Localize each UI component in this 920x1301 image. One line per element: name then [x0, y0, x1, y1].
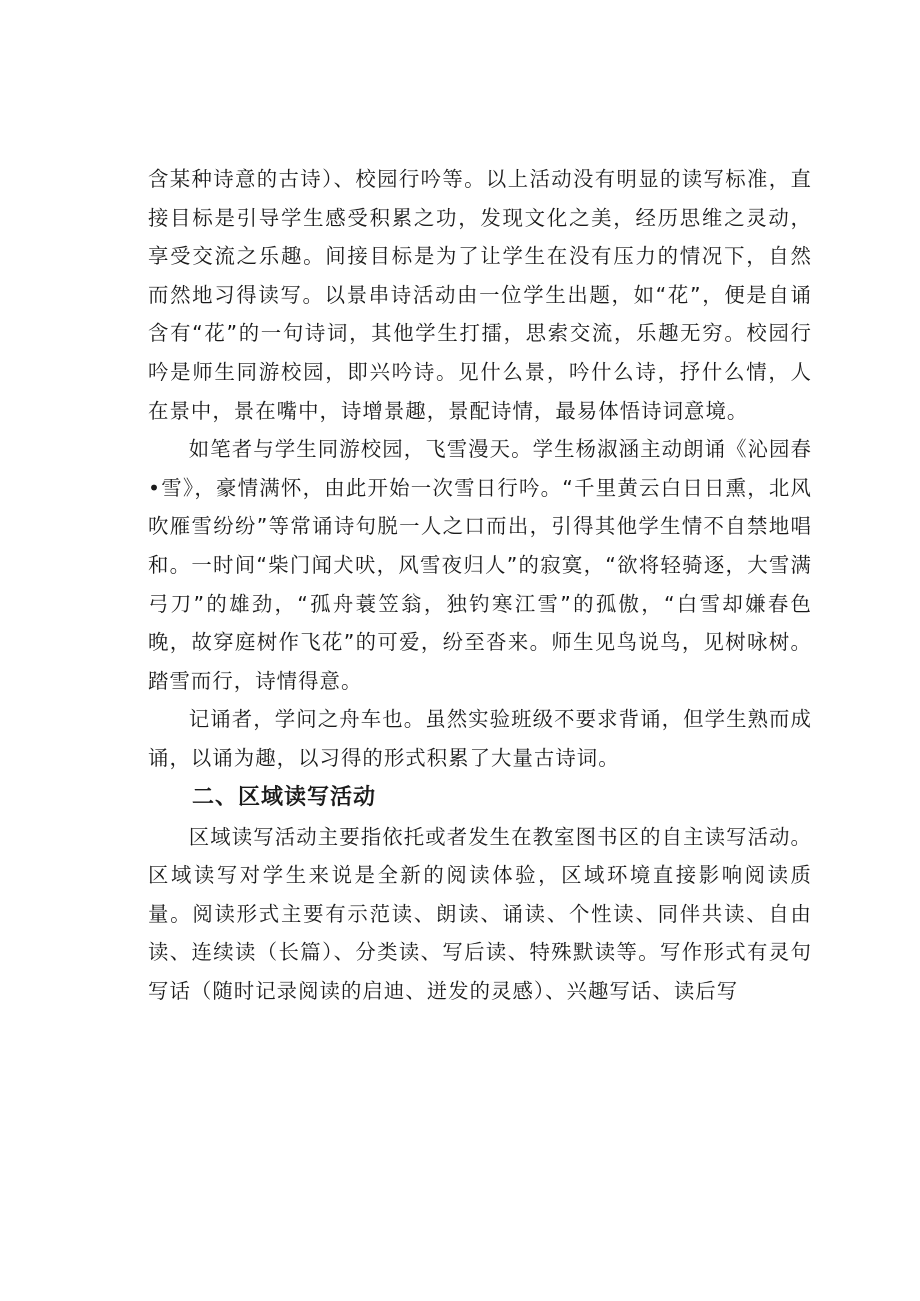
document-body: [148, 160, 812, 1010]
section-heading: 二、区域读写活动: [192, 784, 377, 810]
paragraph-snow-walk: 如笔者与学生同游校园，飞雪漫天。学生杨淑涵主动朗诵《沁园春•雪》，豪情满怀，由此开始一次雪日行吟。“千里黄云白日日熏，北风吹雁雪纷纷”等常诵诗句脱一人之口而出，引得其他学生情不自禁地唱和。一时间“柴门闻犬吠，风雪夜归人”的寂寞，“欲将轻骑逐，大雪满弓刀”的雄劲，“孤舟蓑笠翁，独钓寒江雪”的孤傲，“白雪却嫌春色晚，故穿庭树作飞花”的可爱，纷至沓来。师生见鸟说鸟，见树咏树。踏雪而行，诗情得意。: [148, 437, 812, 693]
paragraph-continued: 含某种诗意的古诗）、校园行吟等。以上活动没有明显的读写标准，直接目标是引导学生感受积累之功，发现文化之美，经历思维之灵动，享受交流之乐趣。间接目标是为了让学生在没有压力的情况下，自然而然地习得读写。以景串诗活动由一位学生出题，如“花”，便是自诵含有“花”的一句诗词，其他学生打擂，思索交流，乐趣无穷。校园行吟是师生同游校园，即兴吟诗。见什么景，吟什么诗，抒什么情，人在景中，景在嘴中，诗增景趣，景配诗情，最易体悟诗词意境。: [148, 167, 812, 423]
paragraph-recitation: 记诵者，学问之舟车也。虽然实验班级不要求背诵，但学生熟而成诵，以诵为趣，以习得的形式积累了大量古诗词。: [148, 707, 812, 770]
paragraph-regional-reading: 区域读写活动主要指依托或者发生在教室图书区的自主读写活动。区域读写对学生来说是全新的阅读体验，区域环境直接影响阅读质量。阅读形式主要有示范读、朗读、诵读、个性读、同伴共读、自由读、连续读（长篇）、分类读、写后读、特殊默读等。写作形式有灵句写话（随时记录阅读的启迪、迸发的灵感）、兴趣写话、读后写: [148, 824, 812, 1003]
